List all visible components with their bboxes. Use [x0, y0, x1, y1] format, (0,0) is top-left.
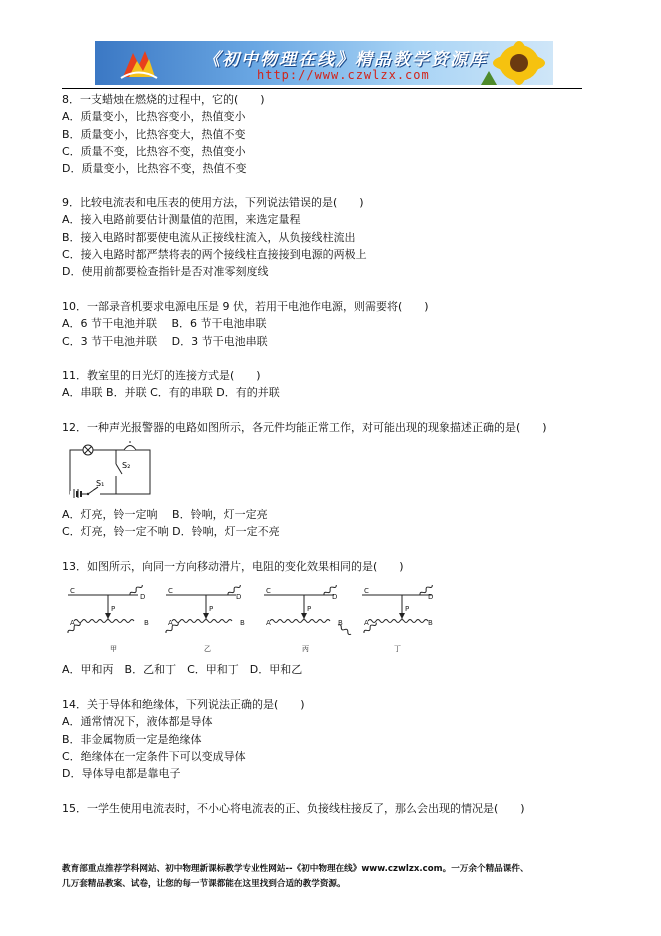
option-ab: A．灯亮，铃一定响 B．铃响，灯一定亮 — [62, 508, 268, 521]
option-d: D．质量变小，比热容不变，热值不变 — [62, 162, 247, 176]
question-stem: 8．一支蜡烛在燃烧的过程中，它的( ) — [62, 93, 265, 106]
terminal-d: D — [236, 593, 242, 601]
terminal-p: P — [111, 605, 116, 613]
question-13 — [62, 558, 404, 575]
question-stem: 11．教室里的日光灯的连接方式是( ) — [62, 369, 261, 382]
alarm-circuit-diagram — [66, 440, 156, 498]
terminal-c: C — [70, 587, 75, 595]
question-13-options — [62, 661, 302, 678]
option-d: D．使用前都要检查指针是否对准零刻度线 — [62, 265, 269, 279]
question-stem: 12．一种声光报警器的电路如图所示，各元件均能正常工作，对可能出现的现象描述正确的是( ) — [62, 421, 547, 434]
terminal-d: D — [332, 593, 338, 601]
option-cd: C．灯亮，铃一定不响 D．铃响，灯一定不亮 — [62, 525, 280, 539]
switch-label-s1: S₁ — [96, 479, 105, 488]
rheostat-diagrams — [64, 585, 434, 657]
question-8 — [62, 91, 265, 177]
terminal-p: P — [307, 605, 312, 613]
question-stem: 13．如图所示，向同一方向移动滑片，电阻的变化效果相同的是( ) — [62, 560, 404, 573]
option-cd: C．3 节干电池并联 D．3 节干电池串联 — [62, 334, 268, 348]
terminal-b: B — [428, 619, 433, 627]
question-12-options — [62, 506, 280, 541]
option-b: B．非金属物质一定是绝缘体 — [62, 732, 202, 746]
question-15 — [62, 800, 525, 817]
footer-line-1: 教育部重点推荐学科网站、初中物理新课标教学专业性网站--《初中物理在线》www.czwlzx.com。一万余个精品课件、 — [62, 864, 529, 874]
caption-yi: 乙 — [204, 645, 211, 653]
option-b: B．质量变小，比热容变大，热值不变 — [62, 127, 246, 141]
question-10 — [62, 298, 429, 350]
option-a: A．质量变小，比热容变小，热值变小 — [62, 110, 246, 124]
question-9 — [62, 194, 367, 280]
question-12 — [62, 419, 547, 436]
terminal-a: A — [70, 619, 75, 627]
question-stem: 10．一部录音机要求电源电压是 9 伏，若用干电池作电源，则需要将( ) — [62, 300, 429, 313]
banner-title: 《初中物理在线》精品教学资源库 — [203, 50, 488, 70]
option-c: C．质量不变，比热容不变，热值变小 — [62, 144, 246, 158]
terminal-a: A — [364, 619, 369, 627]
question-14 — [62, 696, 305, 782]
option-d: D．导体导电都是靠电子 — [62, 767, 181, 781]
terminal-b: B — [240, 619, 245, 627]
header-rule — [62, 88, 582, 89]
footer-line-2: 几万套精品教案、试卷，让您的每一节课都能在这里找到合适的教学资源。 — [62, 879, 346, 889]
page-footer — [62, 862, 602, 892]
terminal-a: A — [168, 619, 173, 627]
option-a: A．接入电路前要估计测量值的范围，来选定量程 — [62, 213, 301, 227]
option-c: C．绝缘体在一定条件下可以变成导体 — [62, 749, 246, 763]
terminal-b: B — [338, 619, 343, 627]
question-stem: 9．比较电流表和电压表的使用方法，下列说法错误的是( ) — [62, 196, 364, 209]
terminal-p: P — [209, 605, 214, 613]
terminal-d: D — [428, 593, 434, 601]
switch-label-s2: S₂ — [122, 461, 131, 470]
option-b: B．接入电路时都要使电流从正接线柱流入，从负接线柱流出 — [62, 230, 356, 244]
option-ab: A．6 节干电池并联 B．6 节干电池串联 — [62, 317, 267, 331]
question-stem: 14．关于导体和绝缘体，下列说法正确的是( ) — [62, 698, 305, 711]
terminal-p: P — [405, 605, 410, 613]
terminal-a: A — [266, 619, 271, 627]
terminal-c: C — [364, 587, 369, 595]
terminal-c: C — [168, 587, 173, 595]
question-11 — [62, 367, 280, 402]
caption-ding: 丁 — [394, 645, 401, 653]
question-stem: 15．一学生使用电流表时，不小心将电流表的正、负接线柱接反了，那么会出现的情况是( ) — [62, 802, 525, 815]
option-abcd: A．串联 B．并联 C．有的串联 D．有的并联 — [62, 386, 280, 400]
sunflower-icon — [479, 41, 551, 85]
option-abcd: A．甲和丙 B．乙和丁 C．甲和丁 D．甲和乙 — [62, 663, 303, 676]
terminal-d: D — [140, 593, 146, 601]
option-a: A．通常情况下，液体都是导体 — [62, 715, 213, 729]
option-c: C．接入电路时都严禁将表的两个接线柱直接接到电源的两极上 — [62, 247, 367, 261]
banner-url[interactable]: http://www.czwlzx.com — [257, 68, 430, 82]
site-logo-icon — [119, 47, 159, 81]
terminal-b: B — [144, 619, 149, 627]
header-banner — [95, 41, 553, 85]
terminal-c: C — [266, 587, 271, 595]
caption-bing: 丙 — [302, 645, 309, 653]
caption-jia: 甲 — [110, 645, 117, 653]
